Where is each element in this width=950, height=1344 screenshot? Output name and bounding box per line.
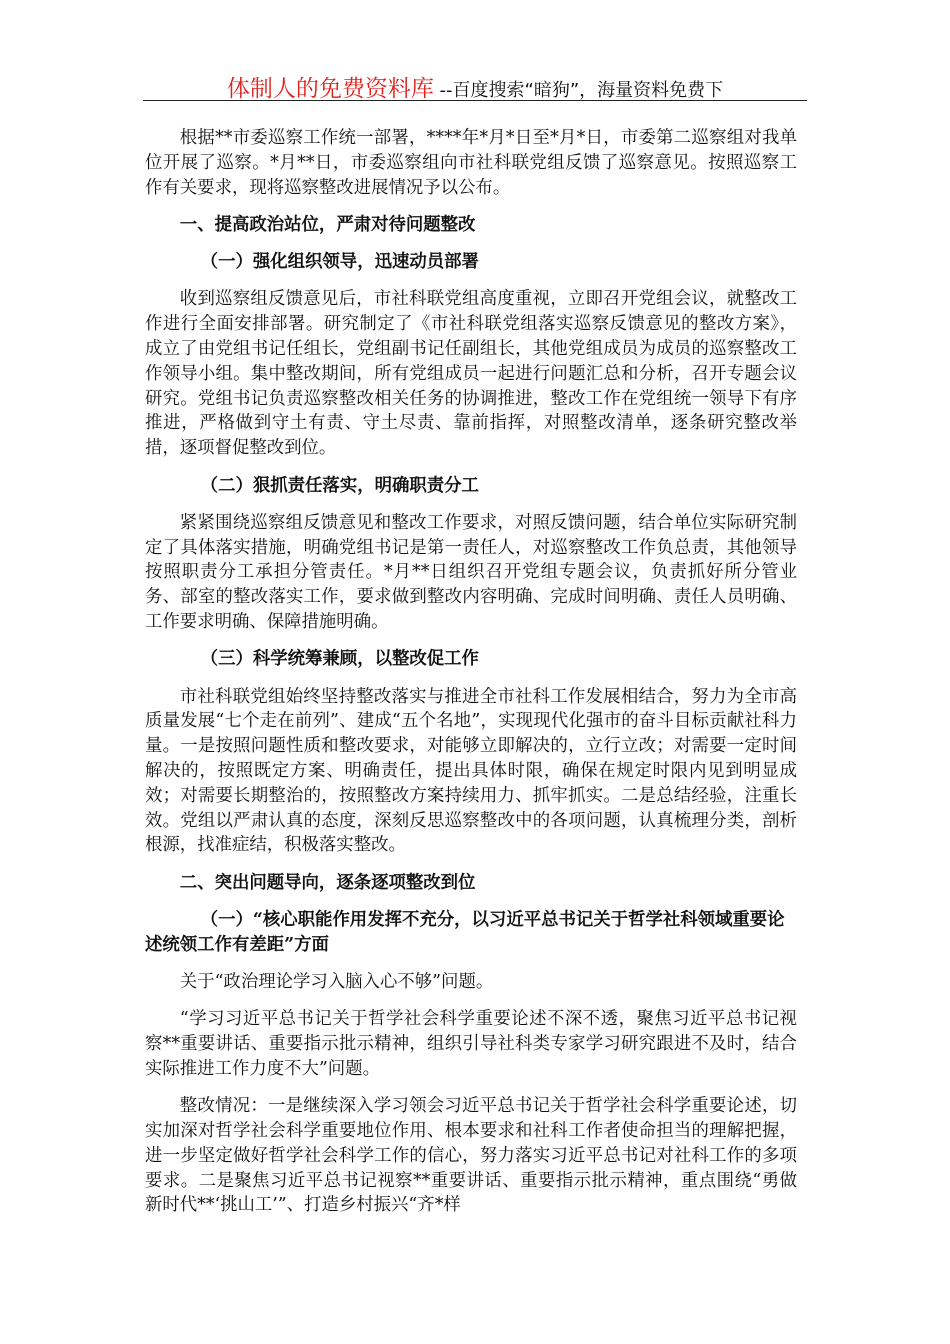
header-tagline: --百度搜索“暗狗”，海量资料免费下	[433, 80, 724, 101]
paragraph: 关于“政治理论学习入脑入心不够”问题。	[179, 972, 494, 993]
document-body	[145, 126, 797, 1231]
paragraph: 整改情况：一是继续深入学习领会习近平总书记关于哲学社会科学重要论述，切实加深对哲学社会科学重要地位作用、根本要求和社科工作者使命担当的理解把握，进一步坚定做好哲学社会科学工作的信心，努力落实习近平总书记对社科工作的多项要求。二是聚焦习近平总书记视察**重要讲话、重要指示批示精神，重点围绕“勇做新时代**‘挑山工’”、打造乡村振兴“齐*样	[145, 1096, 797, 1216]
section-heading: 一、提高政治站位，严肃对待问题整改	[179, 214, 476, 235]
paragraph: 市社科联党组始终坚持整改落实与推进全市社科工作发展相结合，努力为全市高质量发展“七个走在前列”、建成“五个名地”，实现现代化强市的奋斗目标贡献社科力量。一是按照问题性质和整改要求，对能够立即解决的，立行立改；对需要一定时间解决的，按照既定方案、明确责任，提出具体时限，确保在规定时限内见到明显成效；对需要长期整治的，按照整改方案持续用力、抓牢抓实。二是总结经验，注重长效。党组以严肃认真的态度，深刻反思巡察整改中的各项问题，认真梳理分类，剖析根源，找准症结，积极落实整改。	[145, 686, 797, 856]
section-heading: 二、突出问题导向，逐条逐项整改到位	[179, 872, 476, 893]
paragraph: 根据**市委巡察工作统一部署，****年*月*日至*月*日，市委第二巡察组对我单位开展了巡察。*月**日，市委巡察组向市社科联党组反馈了巡察意见。按照巡察工作有关要求，现将巡察整改进展情况予以公布。	[145, 128, 797, 198]
paragraph: “学习习近平总书记关于哲学社会科学重要论述不深不透，聚焦习近平总书记视察**重要讲话、重要指示批示精神，组织引导社科类专家学习研究跟进不及时，结合实际推进工作力度不大”问题。	[145, 1009, 797, 1079]
subsection-heading: （一）“核心职能作用发挥不充分，以习近平总书记关于哲学社科领域重要论述统领工作有差距”方面	[145, 910, 785, 955]
subsection-heading: （三）科学统筹兼顾，以整改促工作	[200, 649, 479, 670]
page-header	[145, 70, 805, 103]
header-rule	[143, 100, 807, 101]
subsection-heading: （二）狠抓责任落实，明确职责分工	[200, 475, 479, 496]
header-brand: 体制人的免费资料库	[226, 76, 434, 102]
paragraph: 紧紧围绕巡察组反馈意见和整改工作要求，对照反馈问题，结合单位实际研究制定了具体落实措施，明确党组书记是第一责任人，对巡察整改工作负总责，其他领导按照职责分工承担分管责任。*月**日组织召开党组专题会议，负责抓好所分管业务、部室的整改落实工作，要求做到整改内容明确、完成时间明确、责任人员明确、工作要求明确、保障措施明确。	[145, 512, 797, 633]
paragraph: 收到巡察组反馈意见后，市社科联党组高度重视，立即召开党组会议，就整改工作进行全面安排部署。研究制定了《市社科联党组落实巡察反馈意见的整改方案》，成立了由党组书记任组长，党组副书记任副组长，其他党组成员为成员的巡察整改工作领导小组。集中整改期间，所有党组成员一起进行问题汇总和分析，召开专题会议研究。党组书记负责巡察整改相关任务的协调推进，整改工作在党组统一领导下有序推进，严格做到守土有责、守土尽责、靠前指挥，对照整改清单，逐条研究整改举措，逐项督促整改到位。	[145, 289, 797, 459]
subsection-heading: （一）强化组织领导，迅速动员部署	[200, 252, 479, 273]
